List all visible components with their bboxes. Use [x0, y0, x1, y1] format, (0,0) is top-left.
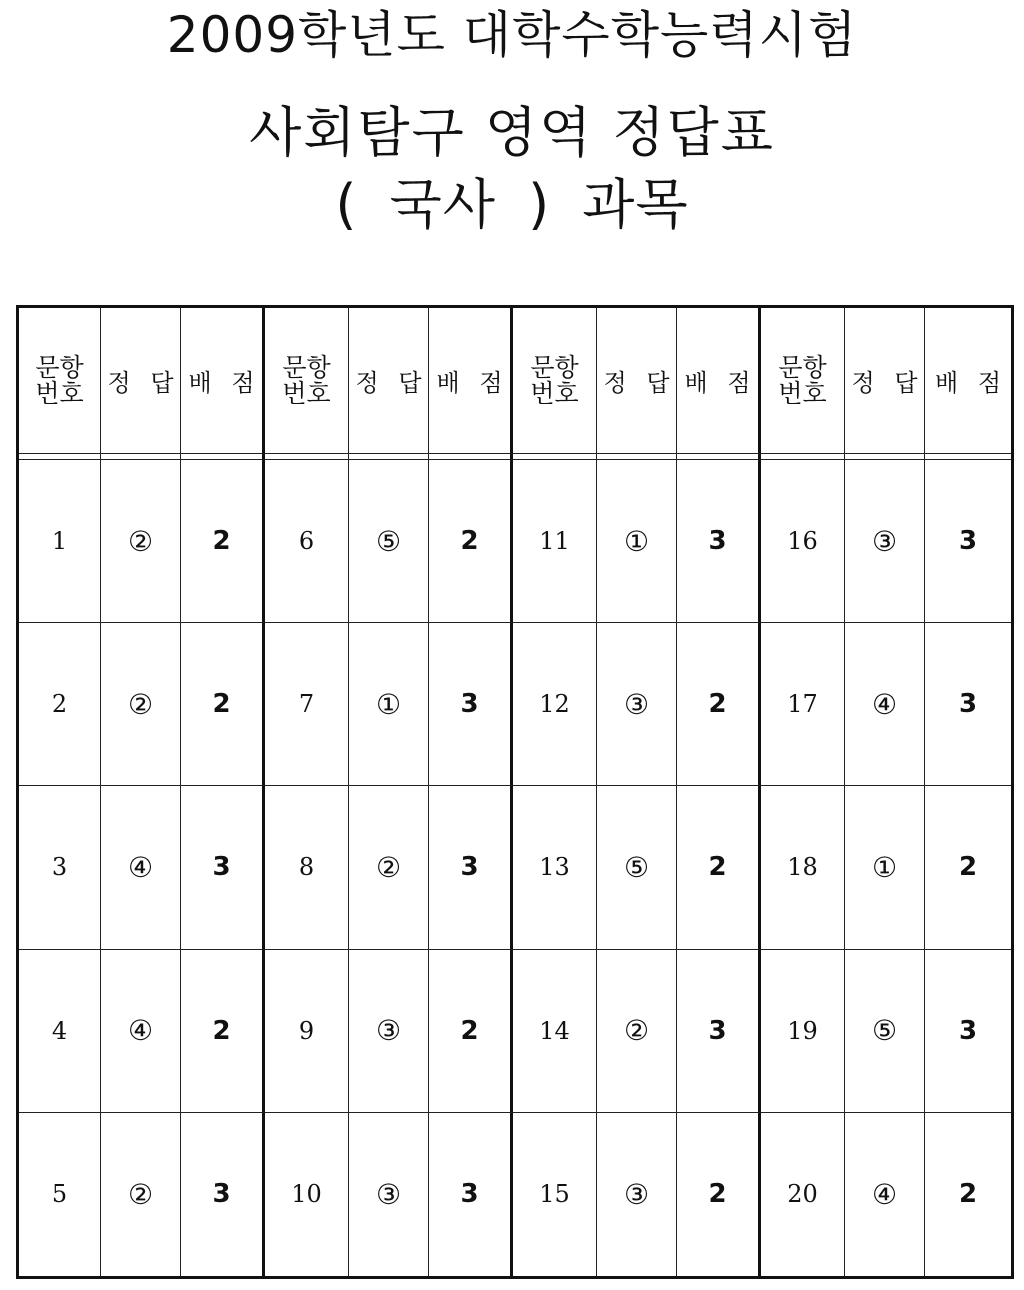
correct-answer: ①: [597, 460, 677, 623]
question-number: 6: [265, 460, 349, 623]
question-number: 9: [265, 950, 349, 1113]
question-number: 15: [513, 1113, 597, 1276]
points-value: 2: [429, 950, 513, 1113]
correct-answer: ④: [101, 786, 181, 949]
points-value: 3: [677, 950, 761, 1113]
header-question-number-line2: 번호: [282, 378, 331, 408]
points-value: 2: [181, 950, 265, 1113]
header-points: 배 점: [925, 308, 1011, 454]
points-value: 2: [677, 1113, 761, 1276]
points-value: 3: [181, 786, 265, 949]
points-value: 3: [925, 950, 1011, 1113]
points-value: 3: [925, 623, 1011, 786]
header-question-number-line1: 문항: [282, 352, 331, 382]
question-number: 20: [761, 1113, 845, 1276]
correct-answer: ②: [101, 460, 181, 623]
correct-answer: ①: [349, 623, 429, 786]
correct-answer: ③: [845, 460, 925, 623]
subject-title: ( 국사 ) 과목: [335, 173, 689, 236]
header-answer: 정 답: [597, 308, 677, 454]
exam-title: 2009학년도 대학수학능력시험: [166, 6, 858, 64]
question-number: 19: [761, 950, 845, 1113]
points-value: 2: [181, 623, 265, 786]
question-number: 13: [513, 786, 597, 949]
points-value: 2: [429, 460, 513, 623]
points-value: 2: [181, 460, 265, 623]
correct-answer: ④: [845, 1113, 925, 1276]
header-answer: 정 답: [349, 308, 429, 454]
question-number: 3: [19, 786, 101, 949]
correct-answer: ②: [101, 623, 181, 786]
question-number: 7: [265, 623, 349, 786]
header-points: 배 점: [429, 308, 513, 454]
header-question-number-line1: 문항: [530, 352, 579, 382]
correct-answer: ②: [349, 786, 429, 949]
question-number: 18: [761, 786, 845, 949]
points-value: 3: [429, 786, 513, 949]
question-number: 16: [761, 460, 845, 623]
question-number: 17: [761, 623, 845, 786]
correct-answer: ③: [597, 1113, 677, 1276]
points-value: 3: [429, 1113, 513, 1276]
section-title: 사회탐구 영역 정답표: [249, 101, 775, 164]
points-value: 3: [677, 460, 761, 623]
correct-answer: ③: [349, 1113, 429, 1276]
correct-answer: ④: [101, 950, 181, 1113]
correct-answer: ②: [597, 950, 677, 1113]
header-question-number: [513, 308, 597, 454]
correct-answer: ⑤: [597, 786, 677, 949]
points-value: 2: [958, 1179, 978, 1210]
correct-answer: ⑤: [349, 460, 429, 623]
points-value: 3: [925, 460, 1011, 623]
header-question-number-line2: 번호: [778, 378, 827, 408]
header-answer: 정 답: [845, 308, 925, 454]
points-value: 3: [429, 623, 513, 786]
question-number: 1: [19, 460, 101, 623]
header-question-number-line2: 번호: [530, 378, 579, 408]
answer-key-table: [16, 305, 1014, 1279]
question-number: 8: [265, 786, 349, 949]
question-number: 12: [513, 623, 597, 786]
correct-answer: ③: [597, 623, 677, 786]
header-question-number-line1: 문항: [35, 352, 84, 382]
correct-answer: ④: [845, 623, 925, 786]
question-number: 14: [513, 950, 597, 1113]
points-value: 2: [677, 623, 761, 786]
header-points: 배 점: [677, 308, 761, 454]
question-number: 11: [513, 460, 597, 623]
question-number: 4: [19, 950, 101, 1113]
points-value: 2: [925, 786, 1011, 949]
correct-answer: ③: [349, 950, 429, 1113]
header-question-number-line1: 문항: [778, 352, 827, 382]
points-value: 3: [181, 1113, 265, 1276]
correct-answer: ②: [101, 1113, 181, 1276]
correct-answer: ①: [845, 786, 925, 949]
header-question-number: [265, 308, 349, 454]
header-question-number-line2: 번호: [35, 378, 84, 408]
header-question-number: [19, 308, 101, 454]
correct-answer: ⑤: [845, 950, 925, 1113]
header-answer: 정 답: [101, 308, 181, 454]
points-value: 2: [677, 786, 761, 949]
question-number: 5: [19, 1113, 101, 1276]
question-number: 10: [265, 1113, 349, 1276]
header-points: 배 점: [181, 308, 265, 454]
question-number: 2: [19, 623, 101, 786]
header-question-number: [761, 308, 845, 454]
